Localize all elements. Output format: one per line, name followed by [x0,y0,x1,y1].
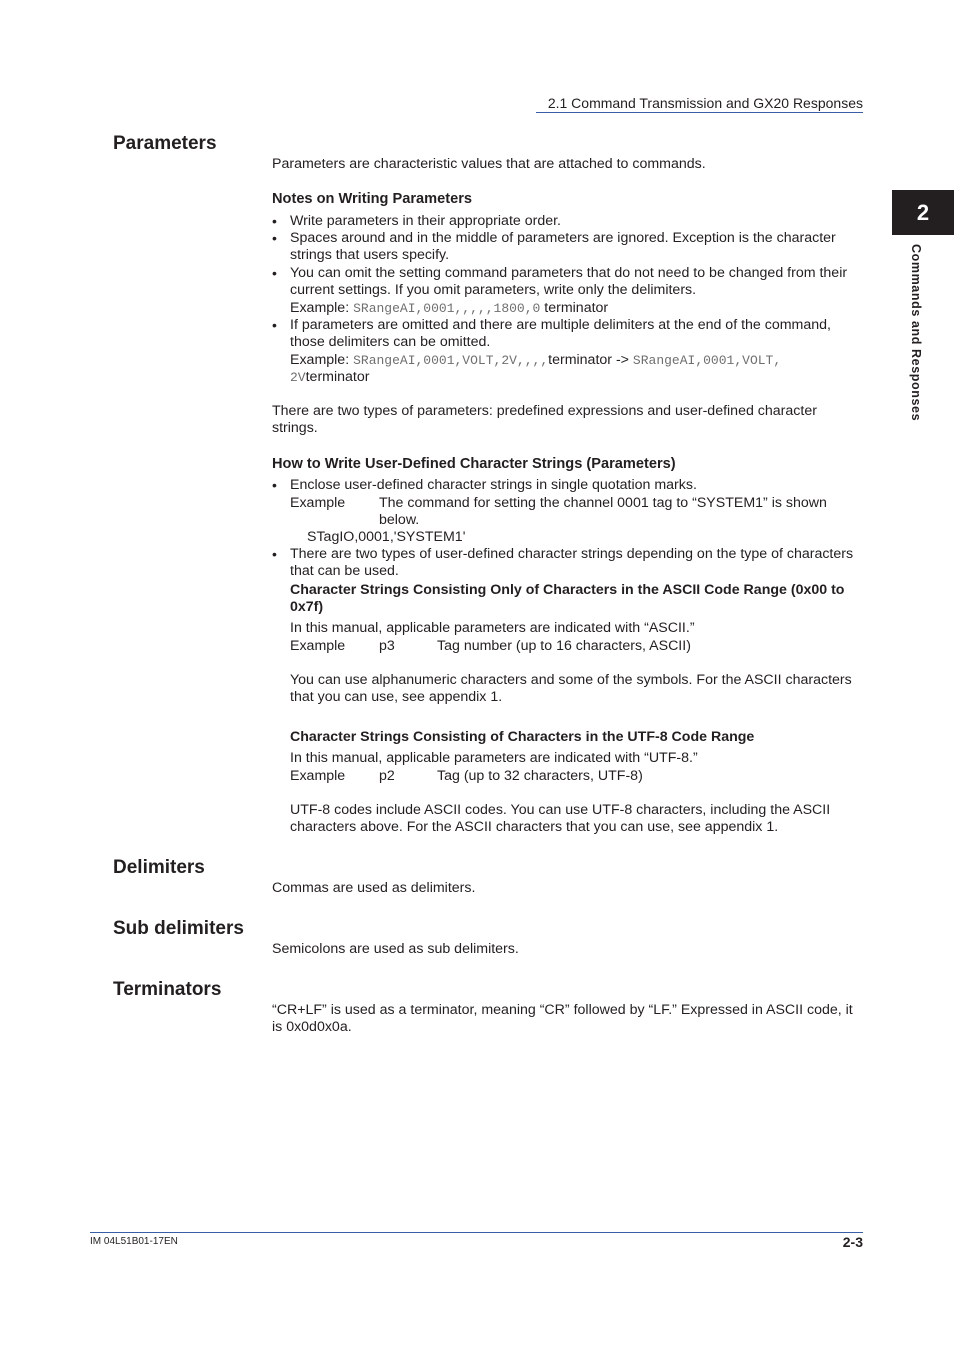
note-line: current settings. If you omit parameters, write only the delimiters. [290,282,697,299]
para-line: UTF-8 codes include ASCII codes. You can use UTF-8 characters, including the ASCII [290,802,831,818]
utf8-more [290,802,830,837]
types-paragraph [272,403,817,438]
example-line [290,352,850,369]
howto-heading: How to Write User-Defined Character Strings (Parameters) [272,456,676,472]
example-code: SRangeAI,0001,VOLT, [632,352,782,368]
para-line: You can use alphanumeric characters and some of the symbols. For the ASCII characters [290,672,852,688]
header-rule [536,112,863,113]
example-code: SRangeAI,0001,VOLT,2V,,,, [353,352,549,368]
page-number: 2-3 [842,1234,863,1250]
section-heading-sub-delimiters: Sub delimiters [113,918,244,939]
note-line: those delimiters can be omitted. [290,334,491,351]
parameters-intro: Parameters are characteristic values that are attached to commands. [272,156,706,172]
item-line: There are two types of user-defined character strings depending on the type of characters [290,546,854,562]
note-item [290,265,847,317]
bullet-dot: • [272,317,277,333]
howto-item: Enclose user-defined character strings in single quotation marks. [290,477,697,493]
chapter-tab: 2 [892,190,954,235]
note-line: You can omit the setting command parameters that do not need to be changed from their [290,265,848,281]
example-code: 2V [290,370,306,386]
utf8-heading: Character Strings Consisting of Characters in the UTF-8 Code Range [290,729,755,745]
utf8-note: In this manual, applicable parameters are indicated with “UTF-8.” [290,750,698,766]
ascii-heading [290,582,844,617]
bullet-dot: • [272,230,277,246]
example-code: SRangeAI,0001,,,,,1800,0 [353,300,541,316]
running-title: 2.1 Command Transmission and GX20 Responses [547,95,863,111]
para-line: that you can use, see appendix 1. [290,689,503,706]
para-line: characters above. For the ASCII characters that you can use, see appendix 1. [290,819,779,836]
section-heading-delimiters: Delimiters [113,857,205,878]
terminator-word: terminator [305,369,370,386]
terminators-text [272,1002,853,1037]
example-label: Example [290,495,346,511]
notes-heading: Notes on Writing Parameters [272,191,473,207]
para-line: “CR+LF” is used as a terminator, meaning “CR” followed by “LF.” Expressed in ASCII code, it [272,1002,853,1018]
example-label: Example: [290,299,350,316]
bullet-dot: • [272,265,277,281]
example-label: Example [290,638,346,654]
note-item [290,230,836,265]
note-line: Spaces around and in the middle of parameters are ignored. Exception is the character [290,230,836,246]
example-label: Example [290,768,346,784]
howto-item [290,546,853,581]
example-description [379,495,827,530]
bullet-dot: • [272,546,277,562]
note-item [290,317,850,387]
ascii-more [290,672,852,707]
item-line: that can be used. [290,563,399,580]
note-item: Write parameters in their appropriate order. [290,213,562,229]
bullet-dot: • [272,477,277,493]
section-heading-terminators: Terminators [113,979,222,1000]
bullet-dot: • [272,213,277,229]
document-id: IM 04L51B01-17EN [90,1236,178,1247]
section-heading-parameters: Parameters [113,133,217,154]
note-line: If parameters are omitted and there are multiple delimiters at the end of the command, [290,317,831,333]
example-label: Example: [290,351,350,368]
heading-line: Character Strings Consisting Only of Characters in the ASCII Code Range (0x00 to [290,582,845,598]
param-description: Tag (up to 32 characters, UTF-8) [437,768,643,784]
example-line [290,369,850,386]
para-line: is 0x0d0x0a. [272,1019,352,1036]
example-line [290,300,847,317]
ascii-note: In this manual, applicable parameters are indicated with “ASCII.” [290,620,695,636]
chapter-label: Commands and Responses [909,244,923,422]
delimiters-text: Commas are used as delimiters. [272,880,476,896]
param-description: Tag number (up to 16 characters, ASCII) [437,638,691,654]
example-command: STagIO,0001,'SYSTEM1' [307,529,466,545]
footer-rule [90,1232,863,1233]
sub-delimiters-text: Semicolons are used as sub delimiters. [272,941,519,957]
para-line: strings. [272,420,318,437]
desc-line: below. [379,512,420,529]
desc-line: The command for setting the channel 0001 tag to “SYSTEM1” is shown [379,495,827,511]
terminator-arrow: terminator -> [548,351,629,368]
note-line: strings that users specify. [290,247,450,264]
heading-line: 0x7f) [290,599,324,616]
para-line: There are two types of parameters: predefined expressions and user-defined character [272,403,817,419]
terminator-word: terminator [544,299,609,316]
param-name: p3 [379,638,395,654]
param-name: p2 [379,768,395,784]
